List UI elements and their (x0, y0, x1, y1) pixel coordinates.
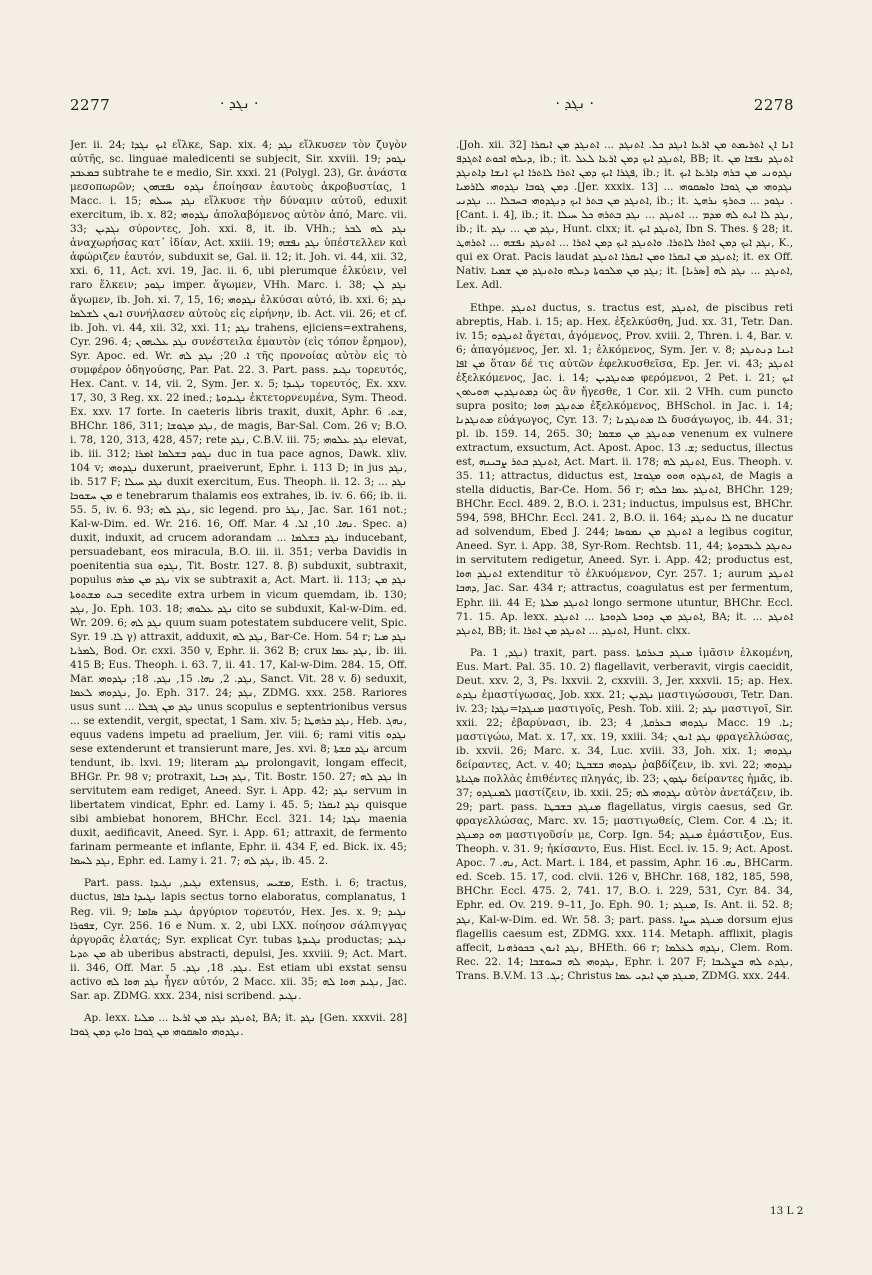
left-column (70, 138, 407, 1223)
signature-mark: 13 L 2 (770, 1205, 804, 1217)
entry-paragraph: Ap. lexx. ܐܬܢܓܕ ܢܓܕ ܡܢ ܐܪܥܐ ... ܡܠܝܐ, BA; it. ܢܓܕ [Gen. xxxvii. 28] ܢܓܕܘܗܝ ܘܐܣܩܘܗܝ ܡܢ ܓܘܒܐ ܘܐܝܟ ܕܡܢ ܓܘܒܐ. (70, 1011, 407, 1038)
entry-paragraph: .[Joh. xii. 32] ܐܢܐ ܐܢ ܐܬܪܝܡܬ ܡܢ ܐܪܥܐ ܐܢܓܕ ܟܠ. ܐܬܢܓܕ ... ܐܬܢܓܕ ܡܢ ܐܝܩܪܐ ܕܝܠܗ ܐܟܘܬ ܐܬܓܕܦ, ib.; it. ܐܬܢܓܕ ܐܝܟ ܕܡܢ ܐܪܥܐ ܠܥܠ, BB; it. ܐܬܢܓܕ ܢܦܫܐ ܡܢ ܦܓܪܐ ܐܝܟ ܕܡܢ ܐܬܪܐ ܠܐܬܪܐ ܐܝܟ ܐܢܫܐ ܕܐܬܢܓܕ, ib.; it. ܢܓܕܘܢܝ ܡܢ ܒܪܗ ܕܐܪܥܐ ܐܝܟ ܕܡܢ ܓܘܒܐ ܢܓܕܘܗܝ ܠܐܪܡܝܐ .[Jer. xxxix. 13] ܢܓܕܘܗܝ ܡܢ ܓܘܒܐ ܘܐܣܩܘܗܝ ... ܐܬܢܓܕ ܡܢ ܒܬܪ ܐܝܟ ܕܢܓܕܘܗܝ ܒܚܒܠܐ ... ܢܓܕܢܝ, ib.; it. ܢܓܘܕ ... ܒܬܪܟ ܢܪܗܛ .[Cant. i. 4], ib.; it. ܢܓܕ ܠܐ ܐܝܬ ܠܗ ܡܕܡ ... ܐܬܢܓܕ ... ܢܓܕ ܒܬܪܗ ܟܠ ܚܝܠܐ, ib.; it. ܢܓܕ ܡܢ ... ܢܓܕ, Hunt. clxx; it. ܐܬܢܓܕ ܐܝܟ, Ibn S. Thes. § 28; it. ܢܓܕ ܐܝܟ ܕܡܢ ܐܬܪܐ ܠܐܬܪܐ. ܘܐܬܢܓܕ ܐܝܟ ܕܡܢ ܐܬܪܐ ... ܐܬܢܓܕ ܢܦܫܗ ... ܐܬܪܗܛ, K., qui ex Orat. Pacis laudat ܐܬܢܓܕ ܡܢ ܐܝܩܪܐ ܘܡܢ ܐܝܩܪܐ ܐܬܢܓܕ; it. ex Off. Nativ. ܢܓܕ ܡܢ ܡܠܟܘܬܐ ܕܝܠܗ ܘܐܬܢܓܕ ܡܢ ܫܡܝܐ; it. ܐܬܢܓܕ ... ܢܓܕ ܠܗ [ܣܪܝܐ], Lex. Adl. (456, 139, 793, 292)
page-number-right: 2278 (753, 96, 794, 114)
page-number-left: 2277 (70, 96, 111, 114)
entry-paragraph: Ethpe. ܐܬܢܓܕ ductus, s. tractus est, ܐܬܢܓܕ, de piscibus reti abreptis, Hab. i. 15; ap. Hex. ἐξελκύσθη, Jud. xx. 31, Tetr. Dan. iv. 15; ܐܬܢܓܕܘ ἄγεται, ἀγόμενος, Prov. xviii. 2, Thren. i. 4, Bar. v. 6; ἀπαγόμενος, Jer. xl. 1; ἑλκόμενος, Sym. Jer. v. 8; ܐܝܢܐ ܕܢܬܢܓܕ ܡܢ ܐܦܐ ὅταν δέ τις αὐτῶν ἐφελκυσθεῖσα, Ep. Jer. vi. 43; ܐܬܢܓܕ ἐξελκόμενος, Jac. i. 14; ܡܬܢܓܕܝܢ φερόμενοι, 2 Pet. i. 21; ܐܝܟ ܕܡܬܢܓܕܝܢ ܗܘܝܬܘܢ ὡς ἂν ἤγεσθε, 1 Cor. xii. 2 VHh. cum puncto supra posito; ܡܬܢܓܕ ܗܘܐ ἐξελκόμενος, BHSchol. in Jac. i. 14; ܡܬܢܓܕܢܐ εὐάγωγος, Cyr. 13. 7; ܠܐ ܡܬܢܓܕܢܐ δυσάγωγος, ib. 44. 31; pl. ib. 159. 14, 265. 30; ܡܬܢܓܕ ܡܢ ܡܫܡܐ venenum ex vulnere extractum, exsuctum, Act. Apost. Apoc. ܫ. 13; seductus, illectus est, ܐܬܢܓܕ ܒܬܪ ܨܒܝܢܗ, Act. Mart. ii. 178; ܐܬܢܓܕ ܠܗ, Eus. Theoph. v. 35. 11; attractus, diductus est, ܐܬܢܓܕܘ ܗܘܘ ܡܓܘܫܐ, de Magis a stella diductis, Bar-Ce. Hom. 56 r; ܐܬܢܓܕ ܥܡܐ ܟܠܗ, BHChr. 129; BHChr. Eccl. 489. 2, B.O. i. 231; inductus, impulsus est, BHChr. 594, 598, BHChr. Eccl. 241. 2, B.O. ii. 164; ܠܐ ܢܬܢܓܕ ne ducatur ad solvendum, Ebed J. 244; ܐܬܢܓܕ ܡܢ ܢܡܘܣܐ a legibus cogitur, Aneed. Syr. i. App. 38, Syr-Rom. Rechtsb. 11, 44; ܢܬܢܓܕ ܠܥܒܕܘܬܐ in servitutem redigetur, Aneed. Syr. i. App. 42; productus est, ܐܬܢܓܕ ܗܘܐ extenditur τὸ ἐλκυόμενον, Cyr. 257. 1; aurum ܐܬܢܓܕ ܕܗܒܐ, Jac. Sar. 434 r; attractus, coagulatus est per fermentum, Ephr. iii. 44 E; ܐܬܢܓܕ ܡܠܬܐ longo sermone utuntur, BHChr. Eccl. 71. 15. Ap. lexx. ܐܬܢܓܕ ܡܢ ܕܘܟܬܐ ܠܕܘܟܬܐ ... ܐܬܢܓܕ, BA; it. ܐܬܢܓܕ ... ܐܬܢܓܕ, BB; it. ܐܬܢܓܕ ... ܐܬܢܓܕ ܡܢ ܐܬܪܐ, Hunt. clxx. (456, 301, 793, 637)
page-header (70, 96, 794, 122)
entry-paragraph: Jer. ii. 24; ܐܝܟ ܢܓܕܐ εἵλκε, Sap. xix. 4; ܢܓܕ εἵλκυσεν τὸν ζυγὸν αὐτῆς, sc. linguae maledicenti se subjecit, Sir. xxviii. 19; ܢܓܘܕ ܒܡܥܒܕ subtrahe te e medio, Sir. xxxi. 21 (Polygl. 23), Gr. ἀνάστα μεσοπωρῶν; ܢܓܕܘ ܢܦܫܗܘܢ ἐποίησαν ἑαυτοὺς ἀκροβυστίας, 1 Macc. i. 15; ܢܓܕ ܚܝܠܗ εἵλκυσε τὴν δύναμιν αὐτοῦ, eduxit exercitum, ib. x. 82; ܢܓܕܘܗܝ ἀπολαβόμενος αὐτὸν ἀπό, Marc. vii. 33; ܢܓܕܝܢ σύροντες, Joh. xxi. 8, it. ib. VHh.; ܢܓܕ ܠܗ ܠܒܪ ἀναχωρήσας κατ᾽ ἰδίαν, Act. xxiii. 19; ܢܓܕ ܢܦܫܗ ὑπέστελλεν καὶ ἀφώριζεν ἑαυτόν, subduxit se, Gal. ii. 12; it. Joh. vi. 44, xii. 32, xxi. 6, 11, Act. xvi. 19, Jac. ii. 6, ubi plerumque ἑλκύειν, vel raro ἕλκειν; ܢܓܘܕ imper. ἄγωμεν, VHh. Marc. i. 38; ܢܓܕ ܠܢ ἄγωμεν, ib. Joh. xi. 7, 15, 16; ܢܓܕܘܗܝ ἑλκύσαι αὐτό, ib. xxi. 6; ܢܓܕ ܐܢܘܢ ܠܫܠܡܐ συνήλασεν αὐτοὺς εἰς εἰρήνην, ib. Act. vii. 26; et cf. ib. Joh. vi. 44, xii. 32, xxi. 11; ܢܓܕ trahens, ejiciens=extrahens, Cyr. 296. 4; ܢܓܕ ܥܠܝܗܘܢ συνέστειλα ἐμαυτὸν (εἰς τόπον ἔρημον), Syr. Apoc. ed. Wr. ܐ. 20; ܢܓܕ ܠܗ τῆς προνοίας αὐτὸν εἰς τὸ συμφέρον ὁδηγούσης, Par. Pat. 22. 3. Part. pass. ܢܓܝܕ τορευτός, Hex. Cant. v. 14, vii. 2, Sym. Jer. x. 5; ܢܓܝܕܐ τορευτός, Ex. xxv. 17, 30, 3 Reg. xx. 22 ined.; ܢܓܝܕܘܬܐ ἐκτετορνευμένα, Sym. Theod. Ex. xxv. 17 forte. In caeteris libris traxit, duxit, Aphr. ܫܬ. 6, BHChr. 186, 311; ܢܓܕ ܡܓܘܫܐ, de magis, Bar-Sal. Com. 26 v; B.O. i. 78, 120, 313, 428, 457; rete ܢܓܕ, C.B.V. iii. 75; ܢܓܕ ܥܠܘܗܝ elevat, ib. iii. 312; ܢܓܘܕ ܒܫܠܡܐ ܐܡܪܐ duc in tua pace agnos, Dawk. xliv. 104 v; ܢܓܕܘܗܝ duxerunt, praeiverunt, Ephr. i. 113 D; in jus ܢܓܕ, ib. 517 F; ܢܓܕ ܚܝܠܐ duxit exercitum, Eus. Theoph. ii. 12. 3; ... ܢܓܕ ܡܢ ܚܫܘܟܐ e tenebrarum thalamis eos extrahes, ib. iv. 6. 66; ib. ii. 55. 5, iv. 6. 93; ܢܓܕ ܠܗ, sic legend. pro ܢܓܪ, Jac. Sar. 161 not.; Kal-w-Dim. ed. Wr. 216. 16, Off. Mar. ܢܗܐ. 10, ܐܠ. 4. Spec. a) duxit, induxit, ad crucem adorandam ... ܢܓܕ ܒܫܠܡܐ inducebant, persuadebant, eos miracula, B.O. iii. ii. 351; verba Davidis in poenitentia sua ܢܓܕܘ, Tit. Bostr. 127. 8. β) subduxit, subtraxit, populus ܢܓܕ ܡܢ ܡܪܗ vix se subtraxit a, Act. Mart. ii. 113; ܢܓܕ ܡܢ ܒܝܬ ܡܫܬܘܬܐ secedite extra urbem in vicum quemdam, ib. 130; ܢܓܕ, Jo. Eph. 103. 18; ܢܓܕ ܥܠܘܗܝ cito se subduxit, Kal-w-Dim. ed. Wr. 209. 6; ܢܓܕ ܠܗ quum suam potestatem subducere velit, Spic. Syr. ܠܐ. 19 γ) attraxit, adduxit, ܢܓܕ ܠܗ, Bar-Ce. Hom. 54 r; ܢܓܕ ܡܝܐ ܠܡܪܝܐ, Bod. Or. cxxi. 350 v, Ephr. ii. 362 B; crux ܢܓܕ ܥܡܐ, ib. iii. 415 B; Eus. Theoph. i. 63. 7, ii. 41. 17, Kal-w-Dim. 284. 15, Off. Mar. ܢܓܕ. 2, ܢܗܐ. 15, ܢܓܕ. 18; ܢܓܕܘܗܝ, Sanct. Vit. 28 v. δ) seduxit, ܢܓܕܘܗܝ ܠܥܡܐ, Jo. Eph. 317. 24; ܢܓܕ, ZDMG. xxx. 258. Rariores usus sunt ... ܢܓܕ ܡܢ ܓܒܠܐ unus scopulus e septentrionibus versus ... se extendit, vergit, spectat, 1 Sam. xiv. 5; ܢܓܕ ܒܪܗܛܐ, Heb. ܢܗܓ, equus vadens impetu ad praelium, Jer. viii. 6; rami vitis ܢܓܕܘ sese extenderunt et transierunt mare, Jes. xvi. 8; ܢܓܕ ܩܫܬܐ arcum tendunt, ib. lxvi. 19; literam ܢܓܕ prolongavit, longam effecit, BHGr. Pr. 98 v; protraxit, ܢܓܕ ܙܒܢܐ, Tit. Bostr. 150. 27; ܢܓܕ ܠܗ in servitutem eam rediget, Aneed. Syr. i. App. 42; ܢܓܕ servum in libertatem vindicat, Ephr. ed. Lamy i. 45. 5; ܢܓܕ ܐܝܩܪܐ quisque sibi ambiebat honorem, BHChr. Eccl. 321. 14; ܢܓܕܐ maenia duxit, aedificavit, Aneed. Syr. i. App. 61; attraxit, de fermento farinam permeante et inflante, Ephr. ii. 434 F, ed. Bick. ix. 45; ܢܓܕ ܠܚܡܐ, Ephr. ed. Lamy i. 21. 7; ܢܓܕ ܠܗ, ib. 45. 2. (70, 139, 407, 868)
headword-right: · ܢܓܕ · (555, 96, 594, 112)
right-column (456, 138, 793, 1233)
entry-paragraph: Pa. ܢܓܕ, 1) traxit, part. pass. ܡܢܓܕ ܒܥܪܩܬܐ ἱμᾶσιν ἑλκομένη, Eus. Mart. Pal. 35. 10. 2) flagellavit, verberavit, virgis caecidit, Deut. xxv. 2, 3, Ps. lxxvii. 2, cxxviii. 3, Jer. xxxvii. 15; ap. Hex. ܢܓܕܬ ἐμαστίγωσας, Job. xxx. 21; ܢܓܕܝܢ μαστιγώσουσι, Tetr. Dan. iv. 23; ܡܢܓܕܐ=ܢܓܕܐ μαστιγοῖς, Pesh. Tob. xiii. 2; ܢܓܕ μαστιγοῖ, Sir. xxii. 22; ἐβαρύνασι, ib. 23; ܢܓܕܘܗܝ ܒܥܪܩܬܐ, 4 Macc. ܝܐ. 19; μαστιγώω, Mat. x. 17, xx. 19, xxiii. 34; ܢܓܕ ܐܢܘܢ φραγελλώσας, ib. xxvii. 26; Marc. x. 34, Luc. xviii. 33, Joh. xix. 1; ܢܓܕܘܗܝ δείραντες, Act. v. 40; ܢܓܕܘܗܝ ܒܫܒܛܐ ῥαβδίζειν, ib. xvi. 22; ܢܓܕܘܗܝ ܣܓܝܐܬܐ πολλὰς ἐπιθέντες πληγάς, ib. 23; ܢܓܕܘܢ δείραντες ἡμᾶς, ib. 37; ܠܡܢܓܕܘ μαστίζειν, ib. xxii. 25; ܢܓܕܘܗܝ ܠܗ αὐτὸν ἀνετάζειν, ib. 29; part. pass. ܡܢܓܕ ܒܫܒܛܐ flagellatus, virgis caesus, sed Gr. φραγελλώσας, Marc. xv. 15; μαστιγωθείς, Clem. Cor. ܠܐ. 4; it. ܗܘ ܕܡܢܓܕ μαστιγοῦσίν με, Corp. Ign. 54; ܡܢܓܕ ἐμάστιξον, Eus. Theoph. v. 31. 9; ἠκίσαντο, Eus. Hist. Eccl. iv. 15. 9; Act. Apost. Apoc. ܢܗ. 7, Act. Mart. i. 184, et passim, Aphr. ܢܗ. 16, BHCarm. ed. Sceb. 15. 17, cod. clvii. 126 v, BHChr. 168, 182, 185, 598, BHChr. Eccl. 475. 2, 741. 17, B.O. i. 229, 531, Cyr. 84. 34, Ephr. ed. Ov. 219. 9–11, Jo. Eph. 90. 1; ܡܢܓܕ, Is. Ant. ii. 52. 8; ܢܓܕ, Kal-w-Dim. ed. Wr. 58. 3; part. pass. ܡܢܓܕ ܚܨܐ dorsum ejus flagellis caesum est, ZDMG. xxx. 114. Metaph. afflixit, plagis affecit, ܢܓܕ ܐܢܘܢ ܒܟܘܪܗܢܐ, BHEth. 66 r; ܢܓܕܗ ܠܥܠܡܐ, Clem. Rom. Rec. 22. 14; ܢܓܕܘܗܝ ܠܗ ܒܚܘܫܒܐ, Ephr. i. 207 F; ܢܓܕܬ ܠܗ ܒܨܠܝܒܐ, Trans. B.V.M. ܝܓ. 13; Christus ܡܢܓܕ ܡܢ ܐܝܕܝ ܥܡܐ, ZDMG. xxx. 244. (456, 646, 793, 982)
entry-paragraph: Part. pass. ܢܓܝܕ, ܢܓܝܕܐ extensus, ܡܫܝܚ, Esth. i. 6; tractus, ductus, ܢܓܝܕܐ ܟܐܦܐ lapis sectus torno elaboratus, complanatus, 1 Reg. vii. 9; ܢܓܝܕ ܣܐܡܐ ἀργύριον τορευτόν, Hex. Jes. x. 9; ܢܓܝܕ ܫܦܘܪܐ, Cyr. 256. 16 e Num. x. 2, ubi LXX. ποίησον σάλπιγγας ἀργυρᾶς ἐλατάς; Syr. explicat Cyr. tubas ܢܓܝܕܬܐ productas; ܢܓܝܕ ܡܢ ܬܕܝܐ ab uberibus abstracti, depulsi, Jes. xxviii. 9; Act. Mart. ii. 346, Off. Mar. ܢܓܕ. 18, ܢܓܕ. 5. Est etiam ubi exstat sensu activo ܢܓܕ ܗܘܐ ܠܗ ἦγεν αὐτόν, 2 Macc. xii. 35; ܢܓܝܕ ܗܘܐ ܠܗ, Jac. Sar. ap. ZDMG. xxx. 234, nisi scribend. ܢܓܝܕ. (70, 877, 407, 1002)
headword-left: · ܢܓܕ · (220, 96, 259, 112)
